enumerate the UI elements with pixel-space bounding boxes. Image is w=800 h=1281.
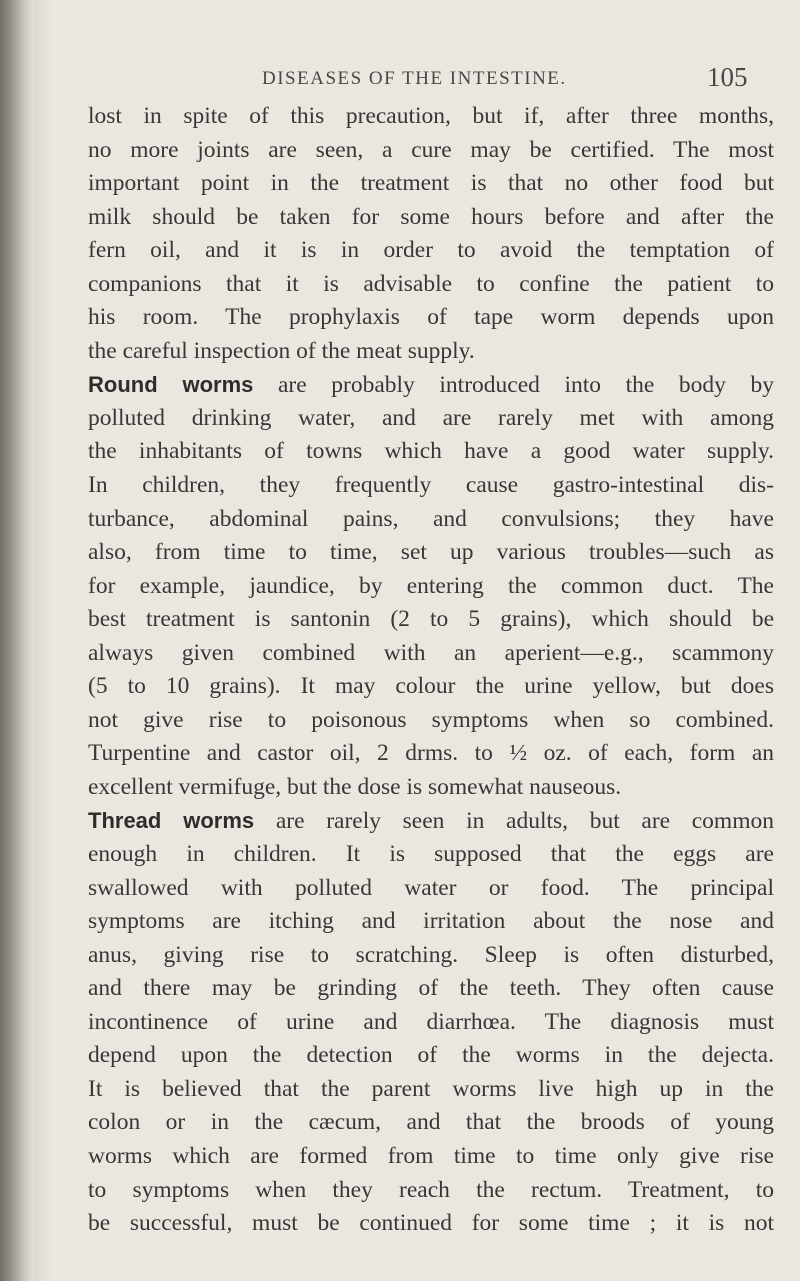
line-text: Turpentine and castor oil, 2 drms. to ½ oz. of each, form an [88, 740, 774, 767]
text-line [88, 939, 774, 973]
line-text: It is believed that the parent worms live high up in the [88, 1075, 774, 1102]
text-line [88, 167, 774, 201]
line-text: colon or in the cæcum, and that the broods of young [88, 1109, 774, 1136]
line-text: (5 to 10 grains). It may colour the urine yellow, but does [88, 673, 774, 700]
line-text: polluted drinking water, and are rarely met with among [88, 404, 774, 431]
text-line [88, 301, 774, 335]
line-text: milk should be taken for some hours before and after the [88, 203, 774, 230]
line-text: fern oil, and it is in order to avoid the temptation of [88, 237, 774, 264]
line-text: best treatment is santonin (2 to 5 grains), which should be [88, 606, 774, 633]
line-text: excellent vermifuge, but the dose is somewhat nauseous. [88, 773, 622, 800]
body-text [88, 100, 774, 1241]
running-head: DISEASES OF THE INTESTINE. [262, 68, 567, 89]
line-text: depend upon the detection of the worms in the dejecta. [88, 1042, 774, 1069]
line-text: are probably introduced into the body by [253, 372, 775, 399]
section-run-in-heading: Round worms [88, 372, 254, 398]
line-text: worms which are formed from time to time only give rise [88, 1142, 774, 1169]
text-line [88, 134, 774, 168]
text-line [88, 771, 774, 805]
text-line [88, 737, 774, 771]
text-line [88, 201, 774, 235]
text-line [88, 234, 774, 268]
text-line [88, 368, 774, 402]
line-text: anus, giving rise to scratching. Sleep is often disturbed, [88, 941, 774, 968]
line-text: not give rise to poisonous symptoms when so combined. [88, 706, 774, 733]
line-text: the inhabitants of towns which have a good water supply. [88, 438, 774, 465]
page-number: 105 [707, 62, 748, 92]
line-text: important point in the treatment is that no other food but [88, 170, 774, 197]
line-text: are rarely seen in adults, but are common [254, 808, 774, 835]
text-line [88, 1207, 774, 1241]
text-line [88, 335, 774, 369]
text-line [88, 1039, 774, 1073]
text-line [88, 100, 774, 134]
page-header [40, 62, 760, 102]
text-line [88, 972, 774, 1006]
line-text: incontinence of urine and diarrhœa. The diagnosis must [88, 1008, 774, 1035]
line-text: turbance, abdominal pains, and convulsions; they have [88, 505, 774, 532]
line-text: enough in children. It is supposed that the eggs are [88, 841, 774, 868]
text-line [88, 570, 774, 604]
text-line [88, 804, 774, 838]
text-line [88, 1174, 774, 1208]
line-text: In children, they frequently cause gastro-intestinal dis- [88, 472, 774, 499]
text-line [88, 838, 774, 872]
text-line [88, 670, 774, 704]
text-line [88, 435, 774, 469]
line-text: symptoms are itching and irritation about the nose and [88, 908, 774, 935]
line-text: to symptoms when they reach the rectum. Treatment, to [88, 1176, 774, 1203]
line-text: companions that it is advisable to confine the patient to [88, 270, 774, 297]
line-text: lost in spite of this precaution, but if, after three months, [88, 103, 774, 129]
text-line [88, 905, 774, 939]
text-line [88, 268, 774, 302]
text-line [88, 1106, 774, 1140]
line-text: be successful, must be continued for some time ; it is not [88, 1210, 774, 1237]
line-text: his room. The prophylaxis of tape worm depends upon [88, 304, 774, 331]
line-text: no more joints are seen, a cure may be certified. The most [88, 136, 774, 163]
text-line [88, 469, 774, 503]
page-gutter [34, 0, 52, 1281]
text-line [88, 603, 774, 637]
line-text: the careful inspection of the meat supply. [88, 337, 475, 364]
line-text: and there may be grinding of the teeth. They often cause [88, 975, 774, 1002]
text-line [88, 704, 774, 738]
section-run-in-heading: Thread worms [88, 808, 255, 834]
text-line [88, 1006, 774, 1040]
text-line [88, 536, 774, 570]
line-text: swallowed with polluted water or food. The principal [88, 874, 774, 901]
text-line [88, 872, 774, 906]
text-line [88, 402, 774, 436]
text-line [88, 637, 774, 671]
line-text: also, from time to time, set up various troubles—such as [88, 539, 774, 566]
book-binding-shadow [0, 0, 34, 1281]
text-line [88, 503, 774, 537]
text-line [88, 1140, 774, 1174]
text-line [88, 1073, 774, 1107]
line-text: for example, jaundice, by entering the common duct. The [88, 572, 774, 599]
line-text: always given combined with an aperient—e.g., scammony [88, 639, 774, 666]
